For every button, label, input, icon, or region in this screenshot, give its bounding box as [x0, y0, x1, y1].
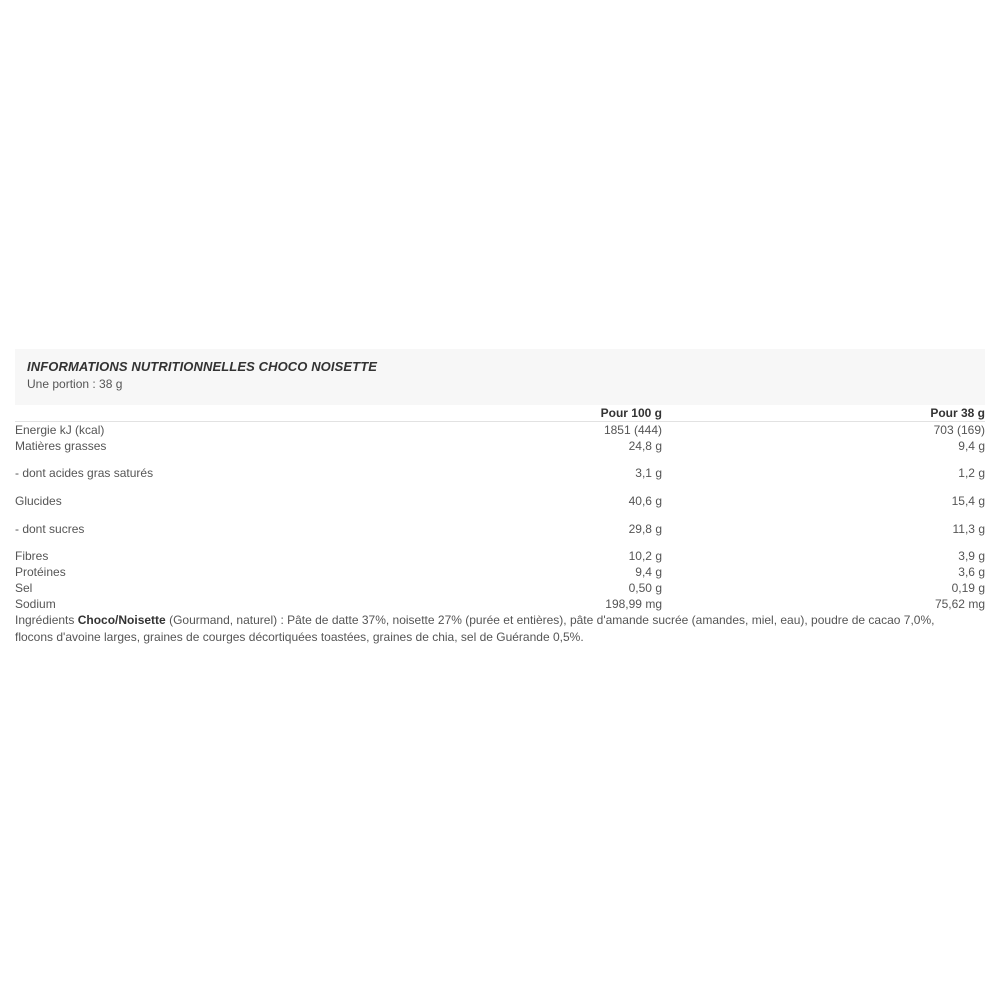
- ingredients-list: (Gourmand, naturel) : Pâte de datte 37%, noisette 27% (purée et entières), pâte d'amande sucrée (amandes, miel, eau), poudre de cacao 7,0%, flocons d'avoine larges, graines de courges décortiquées toastées, graines de chia, sel de Guérande 0,5%.: [15, 613, 935, 644]
- value-per-portion: 9,4 g: [958, 439, 985, 453]
- nutrient-label: - dont sucres: [15, 522, 85, 536]
- nutrient-label: Energie kJ (kcal): [15, 423, 105, 437]
- value-per-100g: 1851 (444): [603, 423, 662, 437]
- nutrient-label: Fibres: [15, 549, 49, 563]
- nutrition-panel: [15, 349, 985, 646]
- value-per-portion: 75,62 mg: [934, 597, 985, 611]
- table-row: [15, 580, 985, 596]
- value-per-portion: 3,9 g: [958, 549, 985, 563]
- value-per-portion: 0,19 g: [951, 581, 985, 595]
- value-per-100g: 24,8 g: [628, 439, 662, 453]
- table-row: [15, 422, 985, 439]
- value-per-portion: 703 (169): [933, 423, 985, 437]
- value-per-portion: 11,3 g: [952, 522, 985, 536]
- nutrient-label: Glucides: [15, 494, 62, 508]
- table-row: [15, 596, 985, 612]
- value-per-portion: 1,2 g: [958, 466, 985, 480]
- nutrient-label: Sodium: [15, 597, 56, 611]
- column-header-per-100g: Pour 100 g: [600, 406, 662, 420]
- nutrient-label: Matières grasses: [15, 439, 107, 453]
- column-header-label: [15, 405, 485, 422]
- table-header-row: [15, 405, 985, 422]
- table-row: [15, 465, 985, 493]
- nutrition-table: [15, 405, 985, 612]
- product-name: Choco/Noisette: [77, 613, 166, 627]
- value-per-portion: 3,6 g: [958, 565, 985, 579]
- table-row: [15, 521, 985, 548]
- ingredients-prefix: Ingrédients: [15, 613, 78, 627]
- nutrient-label: Sel: [15, 581, 33, 595]
- value-per-100g: 40,6 g: [628, 494, 662, 508]
- portion-size: Une portion : 38 g: [27, 377, 123, 391]
- column-header-per-portion: Pour 38 g: [930, 406, 985, 420]
- value-per-100g: 10,2 g: [628, 549, 662, 563]
- value-per-portion: 15,4 g: [951, 494, 985, 508]
- ingredients-text: [15, 612, 975, 646]
- nutrient-label: Protéines: [15, 565, 66, 579]
- nutrition-header: [15, 349, 985, 405]
- nutrient-label: - dont acides gras saturés: [15, 466, 154, 480]
- table-row: [15, 493, 985, 521]
- value-per-100g: 9,4 g: [635, 565, 662, 579]
- table-row: [15, 548, 985, 564]
- value-per-100g: 29,8 g: [628, 522, 662, 536]
- value-per-100g: 198,99 mg: [605, 597, 662, 611]
- value-per-100g: 0,50 g: [628, 581, 662, 595]
- nutrition-title: INFORMATIONS NUTRITIONNELLES CHOCO NOISETTE: [27, 359, 377, 374]
- value-per-100g: 3,1 g: [635, 466, 662, 480]
- table-row: [15, 564, 985, 580]
- table-row: [15, 438, 985, 465]
